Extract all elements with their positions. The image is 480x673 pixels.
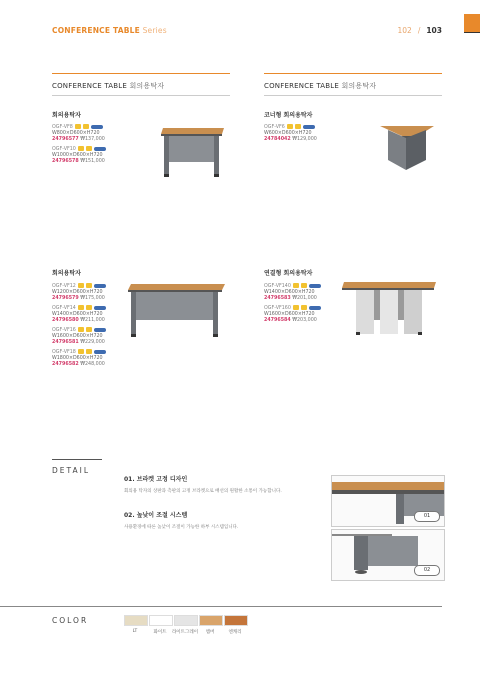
color-swatch-lt (124, 615, 148, 626)
product-entry: OGF-VF160 W1600×D600×H720 24796584 ₩203,000 (264, 305, 321, 324)
group-title: 회의용탁자 (52, 112, 81, 119)
section-title-left: CONFERENCE TABLE 회의용탁자 (52, 82, 165, 90)
product-entry: OGF-VF16 W1600×D600×H720 24796581 ₩229,000 (52, 328, 105, 345)
color-name: 화이트 (153, 630, 167, 635)
product-entry: OGF-VF14 W1400×D600×H720 24796580 ₩211,000 (52, 306, 105, 323)
page-tab-underline (464, 32, 480, 33)
color-swatch-amber (199, 615, 223, 626)
section-title-right: CONFERENCE TABLE 회의용탁자 (264, 82, 377, 90)
product-entry: OGF-VF8 W800×D600×H720 24796577 ₩137,000 (52, 125, 105, 142)
color-label: COLOR (52, 616, 89, 625)
section-subrule-right (264, 95, 442, 96)
detail-label: DETAIL (52, 466, 91, 475)
feature-title: 01. 브라켓 고정 디자인 (124, 476, 188, 483)
feature-title: 02. 높낮이 조절 시스템 (124, 512, 188, 519)
series-title: CONFERENCE TABLE Series (52, 26, 167, 35)
color-rule (0, 606, 442, 607)
feature-description: 회의용 탁자의 상판과 측판의 고정 브라켓으로 배선의 원활한 소통이 가능합니다. (124, 489, 282, 494)
product-list (52, 283, 106, 368)
product-list (264, 124, 317, 143)
detail-tag-01: 01 (414, 511, 440, 522)
color-name: 라이트그레이 (171, 630, 199, 635)
product-image-linked-desk (340, 278, 440, 342)
section-rule-right (264, 73, 442, 74)
group-title: 코너형 회의용탁자 (264, 112, 313, 119)
product-list (52, 124, 106, 165)
product-image-desk-small (158, 122, 228, 182)
feature-description: 사용환경에 따른 높낮이 조절이 가능한 하부 시스템입니다. (124, 525, 239, 530)
product-entry: OGF-VF18 W1800×D600×H720 24796582 ₩248,000 (52, 350, 105, 367)
group-title: 연결형 회의용탁자 (264, 270, 313, 277)
color-swatch-lightgray (174, 615, 198, 626)
detail-tag-02: 02 (414, 565, 440, 576)
page-tab-marker (464, 14, 480, 32)
product-list (264, 283, 321, 324)
color-swatch-cherry (224, 615, 248, 626)
product-entry: OGF-VF6 W600×D600×H720 24784042 ₩129,000 (264, 125, 317, 142)
page-numbers: 102 / 103 (397, 26, 442, 35)
product-image-corner-desk (378, 120, 438, 175)
product-entry: OGF-VF12 W1200×D600×H720 24796579 ₩175,000 (52, 284, 105, 301)
section-subrule-left (52, 95, 230, 96)
color-swatch-white (149, 615, 173, 626)
product-entry: OGF-VF10 W1000×D600×H720 24796578 ₩151,000 (52, 147, 105, 164)
color-name: 엔캐리 (228, 630, 242, 635)
group-title: 회의용탁자 (52, 270, 81, 277)
product-entry: OGF-VF140 W1400×D600×H720 24796583 ₩201,000 (264, 283, 321, 302)
color-name: LT (132, 629, 138, 634)
detail-rule (52, 459, 102, 460)
section-rule-left (52, 73, 230, 74)
color-name: 앰버 (205, 630, 215, 635)
product-image-desk-long (125, 280, 229, 340)
